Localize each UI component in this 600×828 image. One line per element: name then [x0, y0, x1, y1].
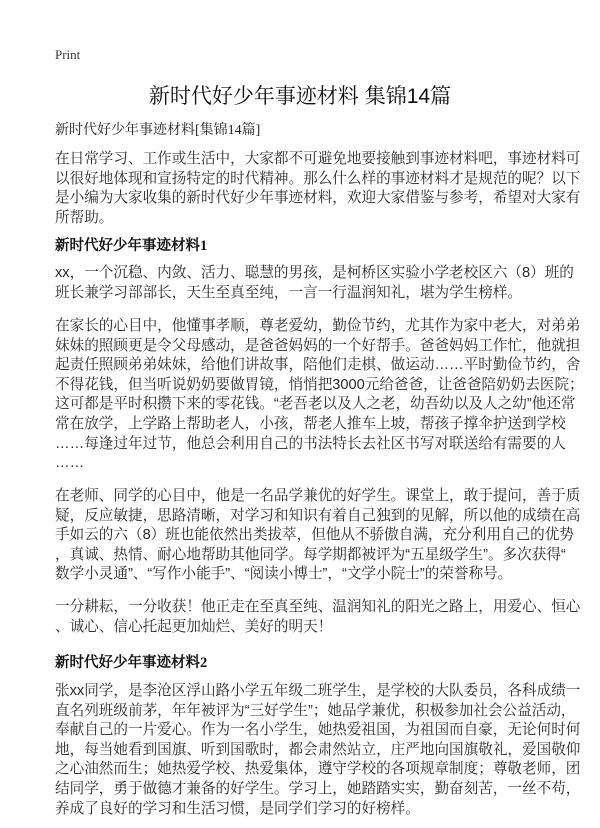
paragraph — [55, 317, 584, 474]
text-line: ……每逢过年过节，他总会利用自己的书法特长去社区书写对联送给有需要的人 — [55, 435, 566, 452]
text-line: 一分耕耘，一分收获！他正走在至真至纯、温润知礼的阳光之路上，用爱心、恒心 — [55, 599, 581, 615]
page-title: 新时代好少年事迹材料 集锦14篇 — [148, 85, 452, 108]
paragraph — [55, 487, 580, 585]
text-line: 、诚心、信心托起更加灿烂、美好的明天！ — [55, 618, 333, 635]
text-line: 数学小灵通”、“写作小能手”、“阅读小博士”，“文学小院士”的荣誉称号。 — [55, 566, 513, 583]
text-line: 是小编为大家收集的新时代好少年事迹材料，欢迎大家借鉴与参考，希望对大家有 — [55, 190, 581, 207]
paragraph — [55, 598, 580, 637]
text-line: xx，一个沉稳、内敛、活力、聪慧的男孩，是柯桥区实验小学老校区六（8）班的 — [55, 265, 574, 281]
text-line: 常在放学，上学路上帮助老人，小孩，帮老人推车上坡，帮孩子撑伞护送到学校 — [55, 415, 566, 432]
text-line: 手如云的六（8）班也能依然出类拔萃，但他从不骄傲自满，充分利用自己的优势 — [55, 527, 574, 544]
text-line: 班长兼学习部部长，天生至真至纯，一言一行温润知礼，堪为学生榜样。 — [55, 284, 523, 301]
text-line: 结同学，勇于做德才兼备的好学生。学习上，她踏踏实实，勤奋刻苦，一丝不苟， — [55, 780, 581, 797]
text-line: 之心油然而生；她热爱学校、热爱集体，遵守学校的各项规章制度；尊敬老师，团 — [55, 761, 581, 778]
text-line: 养成了良好的学习和生活习惯，是同学们学习的好榜样。 — [55, 800, 420, 817]
paragraph — [55, 682, 580, 819]
text-line: 在老师、同学的心目中，他是一名品学兼优的好学生。课堂上，敢于提问，善于质 — [55, 488, 581, 504]
text-line: 这可都是平时积攒下来的零花钱。“老吾老以及人之老，幼吾幼以及人之幼”他还常 — [55, 396, 576, 413]
text-line: 直名列班级前茅，年年被评为“三好学生”；她品学兼优，积极参加社会公益活动， — [55, 702, 576, 719]
text-line: ，真诚、热情、耐心地帮助其他同学。每学期都被评为“五星级学生”。多次获得“ — [55, 546, 566, 563]
intro-paragraph — [55, 150, 580, 228]
text-line: …… — [55, 455, 85, 472]
text-line: 张xx同学，是李沧区浮山路小学五年级二班学生，是学校的大队委员，各科成绩一 — [55, 683, 581, 699]
section-heading-2: 新时代好少年事迹材料2 — [55, 655, 208, 671]
print-link[interactable]: Print — [55, 47, 81, 62]
text-line: 不得花钱，但当听说奶奶要做胃镜，悄悄把3000元给爸爸，让爸爸陪奶奶去医院； — [55, 376, 584, 393]
text-line: 起责任照顾弟弟妹妹，给他们讲故事，陪他们走棋、做运动……平时勤俭节约，舍 — [55, 357, 581, 374]
section-heading-1: 新时代好少年事迹材料1 — [55, 238, 208, 254]
text-line: 妹妹的照顾更是令父母感动，是爸爸妈妈的一个好帮手。爸爸妈妈工作忙，他就担 — [55, 337, 581, 354]
document-subtitle: 新时代好少年事迹材料[集锦14篇] — [55, 123, 261, 138]
text-line: 奉献自己的一片爱心。作为一名小学生，她热爱祖国，为祖国而自豪，无论何时何 — [55, 722, 581, 739]
text-line: 地，每当她看到国旗、听到国歌时，都会肃然站立，庄严地向国旗敬礼，爱国敬仰 — [55, 741, 581, 758]
paragraph — [55, 264, 574, 303]
text-line: 在日常学习、工作或生活中，大家都不可避免地要接触到事迹材料吧，事迹材料可 — [55, 151, 581, 167]
text-line: 在家长的心目中，他懂事孝顺，尊老爱幼，勤俭节约，尤其作为家中老大，对弟弟 — [55, 318, 581, 334]
text-line: 所帮助。 — [55, 209, 114, 226]
text-line: 以很好地体现和宣扬特定的时代精神。那么什么样的事迹材料才是规范的呢？以下 — [55, 170, 581, 187]
text-line: 疑，反应敏捷，思路清晰，对学习和知识有着自己独到的见解，所以他的成绩在高 — [55, 507, 581, 524]
